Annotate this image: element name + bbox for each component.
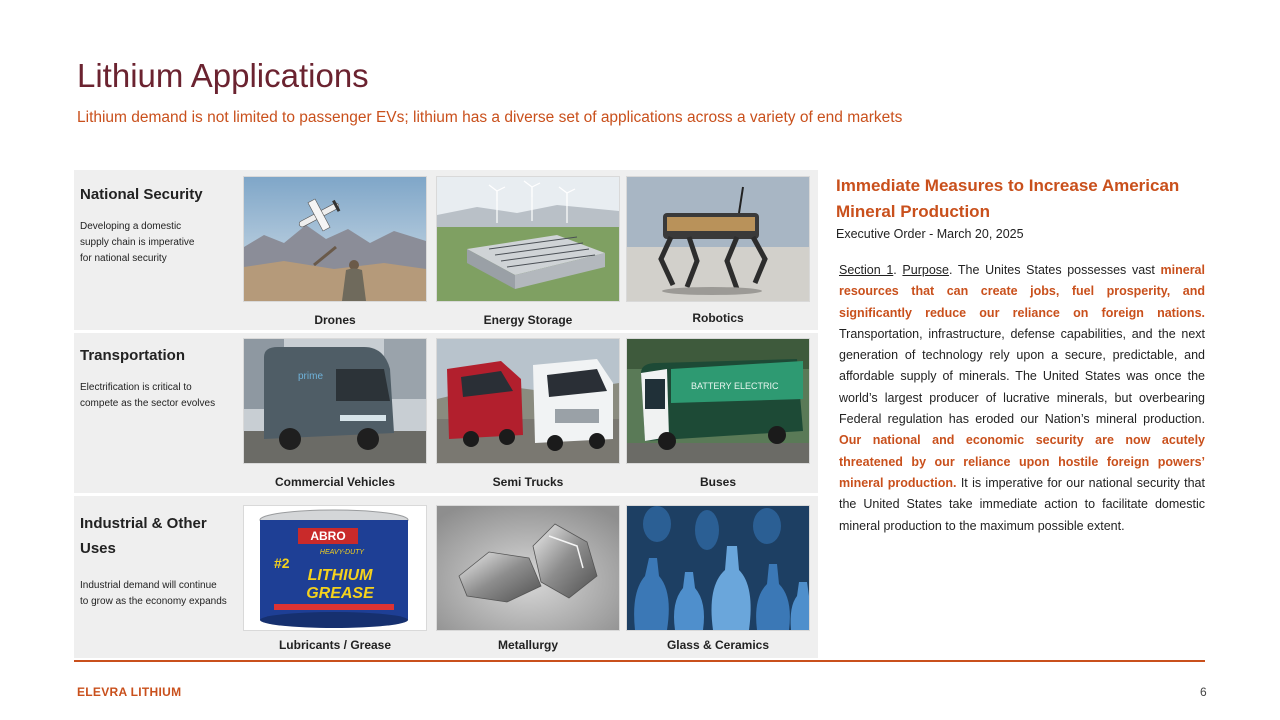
row-description-line: Electrification is critical to — [80, 382, 192, 393]
page-title: Lithium Applications — [77, 57, 369, 94]
row-description — [80, 578, 227, 610]
footer-brand: ELEVRA LITHIUM — [77, 685, 182, 699]
row-title — [80, 511, 227, 561]
grease-can-line1: LITHIUM — [307, 567, 373, 584]
tile-caption: Metallurgy — [497, 638, 558, 652]
section-label: Section 1 — [839, 263, 894, 277]
tile-caption: Energy Storage — [483, 313, 573, 327]
tile-caption: Commercial Vehicles — [274, 475, 396, 489]
semi-truck-photo — [437, 339, 619, 463]
grease-can-brand: ABRO — [310, 529, 346, 543]
electric-bus-photo — [627, 339, 809, 463]
row-description-line: supply chain is imperative — [80, 237, 195, 248]
metal-ingot-photo — [437, 506, 619, 630]
row-description — [80, 380, 215, 412]
delivery-van-photo — [244, 339, 426, 463]
row-title: National Security — [80, 186, 203, 203]
tile-caption: Lubricants / Grease — [278, 638, 392, 652]
body-text: . The Unites States possesses vast — [948, 263, 1161, 277]
page-number: 6 — [1200, 685, 1207, 699]
executive-order-title — [836, 173, 1226, 225]
body-text: It is imperative for our national security that the United States take immediate action to facilitate domestic mineral production to the maximum possible extent. — [839, 475, 1205, 533]
row-title-line: Uses — [80, 540, 116, 557]
row-description-line: Developing a domestic — [80, 221, 182, 232]
footer-rule — [74, 660, 1205, 662]
purpose-label: Purpose — [902, 263, 949, 277]
grease-can-number: #2 — [274, 555, 290, 571]
tile-caption: Glass & Ceramics — [666, 638, 770, 652]
robot-dog-photo — [627, 177, 809, 301]
tile-caption: Buses — [699, 475, 737, 489]
highlight-text: mineral resources that can create jobs, fuel prosperity, and significantly reduce our reliance on foreign nations. — [839, 263, 1205, 320]
bus-livery-text: BATTERY ELECTRIC — [691, 381, 779, 391]
page-subtitle: Lithium demand is not limited to passenger EVs; lithium has a diverse set of applications across a variety of end markets — [77, 109, 903, 126]
row-transportation — [80, 343, 215, 412]
highlight-text: Our national and economic security are now acutely threatened by our reliance upon hostile foreign powers’ mineral production. — [839, 433, 1205, 490]
van-brand-text: prime — [298, 371, 324, 382]
ceramic-vases-photo — [627, 506, 809, 630]
row-divider — [74, 330, 818, 333]
executive-order-title-line: Mineral Production — [836, 202, 990, 221]
executive-order-title-line: Immediate Measures to Increase American — [836, 176, 1180, 195]
tile-caption: Robotics — [692, 311, 744, 325]
row-description-line: for national security — [80, 253, 167, 264]
row-title-line: Industrial & Other — [80, 515, 207, 532]
energy-storage-photo — [437, 177, 619, 301]
body-text: Transportation, infrastructure, defense capabilities, and the next generation of technology rely upon a secure, predictable, and affordable supply of minerals. The United States was once the world’s largest producer of lucrative minerals, but overbearing Federal regulation has eroded our Nation’s mineral production. — [839, 326, 1205, 427]
row-national-security — [80, 182, 203, 267]
row-description-line: Industrial demand will continue — [80, 580, 217, 591]
executive-order-text — [839, 260, 1205, 537]
grease-can-line2: GREASE — [306, 585, 374, 602]
row-description-line: to grow as the economy expands — [80, 596, 227, 607]
executive-order-date: Executive Order - March 20, 2025 — [836, 227, 1024, 241]
row-divider — [74, 493, 818, 496]
grease-can-sub: HEAVY-DUTY — [319, 549, 365, 556]
row-description-line: compete as the sector evolves — [80, 398, 216, 409]
tile-caption: Semi Trucks — [492, 475, 564, 489]
body-text: . — [893, 263, 903, 277]
grease-can-photo — [244, 506, 426, 630]
tile-caption: Drones — [314, 313, 356, 327]
row-industrial — [80, 511, 227, 610]
row-description — [80, 219, 203, 267]
drone-photo — [244, 177, 426, 301]
row-title: Transportation — [80, 347, 186, 364]
